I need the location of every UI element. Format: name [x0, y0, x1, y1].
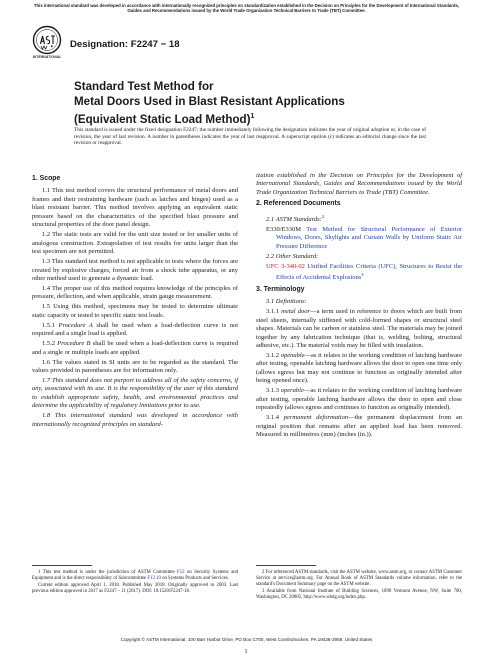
reference-ufc-code-link[interactable]: UFC 3-340-02 [266, 262, 305, 270]
reference-ufc-title-link[interactable]: Unified Facilities Criteria (UFC), Structures to Resist the Effects of Accidental Explosions [276, 262, 462, 282]
footnote-1: 1 This test method is under the jurisdiction of ASTM Committee F12 on Security Systems and Equipment and is the direct responsibility of Subcommittee F12.10 on Systems Products and Services. [32, 570, 238, 581]
paragraph-2-1: 2.1 ASTM Standards:$^2$ [266, 213, 325, 223]
reference-e330[interactable]: E330/E330M Test Method for Structural Performance of Exterior Windows, Doors, Skylights and Curtain Walls by Uniform Static Air Pressure Difference [266, 225, 462, 250]
subcommittee-f12-10-link[interactable]: F12.10 [147, 576, 161, 581]
paragraph-1-4: 1.4 The proper use of this method requires knowledge of the principles of pressure, deflection, and when applicable, strain gauge measurement. [32, 284, 238, 301]
definition-metal-door: 3.1.1 metal door—a term used in reference to doors which are built from steel sheets, internally stiffened with cold-formed shapes or structural steel shapes. Materials can be carbon or stainless steel. The materials may be joined together by any fabrication technique (that is, welding, bolting, structural adhesive, etc.). The material voids may be filled with insulation. [256, 308, 462, 350]
paragraph-1-5-1: 1.5.1 Procedure A shall be used when a load-deflection curve is not required and a single load is applied. [32, 321, 238, 338]
paragraph-1-6: 1.6 The values stated in SI units are to be regarded as the standard. The values provided in parentheses are for information only. [32, 358, 238, 375]
footnote-2: 2 For referenced ASTM standards, visit the ASTM website, www.astm.org, or contact ASTM Customer Service at service@astm.org. For Annual Book of ASTM Standards volume information, refer to the standard's Document Summary page on the ASTM website. [256, 570, 462, 587]
paragraph-1-7: 1.7 This standard does not purport to address all of the safety concerns, if any, associated with its use. It is the responsibility of the user of this standard to establish appropriate safety, health, and environmental practices and determine the applicability of regulatory limitations prior to use. [32, 376, 238, 410]
paragraph-1-2: 1.2 The static tests are valid for the unit size tested or for smaller units of analogous construction. Extrapolation of test results for units larger than the test specimen are not permitted. [32, 231, 238, 256]
right-column [256, 172, 462, 441]
definition-operable: 3.1.3 operable—as it relates to the working condition of latching hardware after testing, operable latching hardware allows the door to open and close repeatedly (allows egress and continues to function as originally intended). [256, 387, 462, 412]
paragraph-1-5-2: 1.5.2 Procedure B shall be used when a load-deflection curve is required and a single or multiple loads are applied. [32, 340, 239, 356]
footnote-1-edition: Current edition approved April 1, 2018. Published May 2018. Originally approved in 2003. Last previous edition approved in 2017 as F2247 – 11 (2017). DOI: 10.1520/F2247-18. [32, 583, 238, 594]
section-heading-scope: 1. Scope [32, 175, 61, 182]
reference-ufc[interactable]: UFC 3-340-02 Unified Facilities Criteria (UFC), Structures to Resist the Effects of Accidental Explosions$^3$ [266, 262, 462, 282]
footnote-3: 3 Available from National Institute of Building Sciences, 1090 Vermont Avenue, NW, Suite 700, Washington, DC 20005, http://www.wbdg.org/index.php. [256, 589, 462, 600]
title-line-1: Standard Test Method for [74, 80, 214, 93]
section-heading-referenced-documents: 2. Referenced Documents [256, 200, 341, 208]
designation: Designation: F2247 − 18 [70, 39, 180, 50]
title-line-2: Metal Doors Used in Blast Resistant Applications [74, 94, 345, 108]
logo-caption: INTERNATIONAL [32, 55, 62, 59]
left-column [32, 172, 238, 431]
issuance-note: This standard is issued under the fixed designation F2247; the number immediately following the designation indicates the year of original adoption or, in the case of revision, the year of last revision. A number in parentheses indicates the year of last reapproval. A superscript epsilon (ε) indicates an editorial change since the last revision or reapproval. [74, 127, 426, 147]
footnotes-right [256, 570, 462, 602]
paragraph-1-8-continued: ization established in the Decision on Principles for the Development of International Standards, Guides and Recommendations issued by the World Trade Organization Technical Barriers to Trade (TBT) Committee. [256, 172, 462, 196]
document-title [74, 80, 434, 127]
paragraph-1-8: 1.8 This international standard was developed in accordance with internationally recognized principles on standard- [32, 412, 238, 428]
committee-f12-link[interactable]: F12 [177, 570, 185, 575]
international-standard-notice: This international standard was developed in accordance with internationally recognized principles on standardization established in the Decision on Principles for the Development of International Standards, Guides and Recommendations issued by the World Trade Organization Technical Barriers to Trade (TBT) Committee. [33, 3, 460, 14]
footnotes-left [32, 570, 238, 596]
definition-permanent-deformation: 3.1.4 permanent deformation—the permanent displacement from an original position that remains after an applied load has been removed. Measured in millimetres (mm) (inches (in.)). [256, 414, 463, 439]
paragraph-1-1: 1.1 This test method covers the structural performance of metal doors and frames and their restraining hardware (such as latches and hinges) used as a blast resistant barrier. This method involves applying an equivalent static pressure based on the characteristics of the specified blast pressure and structural properties of the door panel design. [32, 187, 238, 229]
footnote-separator-left [32, 565, 92, 566]
title-footnote-marker: 1 [250, 112, 255, 120]
page-number: 1 [244, 648, 248, 655]
paragraph-1-3: 1.3 This standard test method is not applicable to tests where the forces are created by explosive charges, forced air from a shock tube apparatus, or any other method used to generate a dynamic load. [32, 258, 238, 282]
reference-e330-title-link[interactable]: Test Method for Structural Performance of Exterior Windows, Doors, Skylights and Curtain Walls by Uniform Static Air Pressure Difference [276, 225, 462, 250]
paragraph-3-1: 3.1 Definitions: [266, 298, 307, 306]
astm-logo [32, 25, 62, 63]
title-line-3: (Equivalent Static Load Method)$^1$ [74, 112, 255, 126]
section-heading-terminology: 3. Terminology [256, 285, 305, 293]
paragraph-2-2: 2.2 Other Standard: [266, 252, 319, 260]
definition-openable: 3.1.2 openable—as it relates to the working condition of latching hardware after testing, openable latching hardware allows the door to open one time only (allows egress but may not continue to function as originally intended after being opened once). [256, 351, 463, 385]
paragraph-1-5: 1.5 Using this method, specimens may be tested to determine ultimate static capacity or tested to specific static test loads. [32, 303, 238, 319]
copyright-line: Copyright © ASTM International, 100 Barr Harbor Drive, PO Box C700, West Conshohocken, PA 19428-2959. United States [120, 637, 373, 642]
footnote-separator-right [256, 565, 316, 566]
